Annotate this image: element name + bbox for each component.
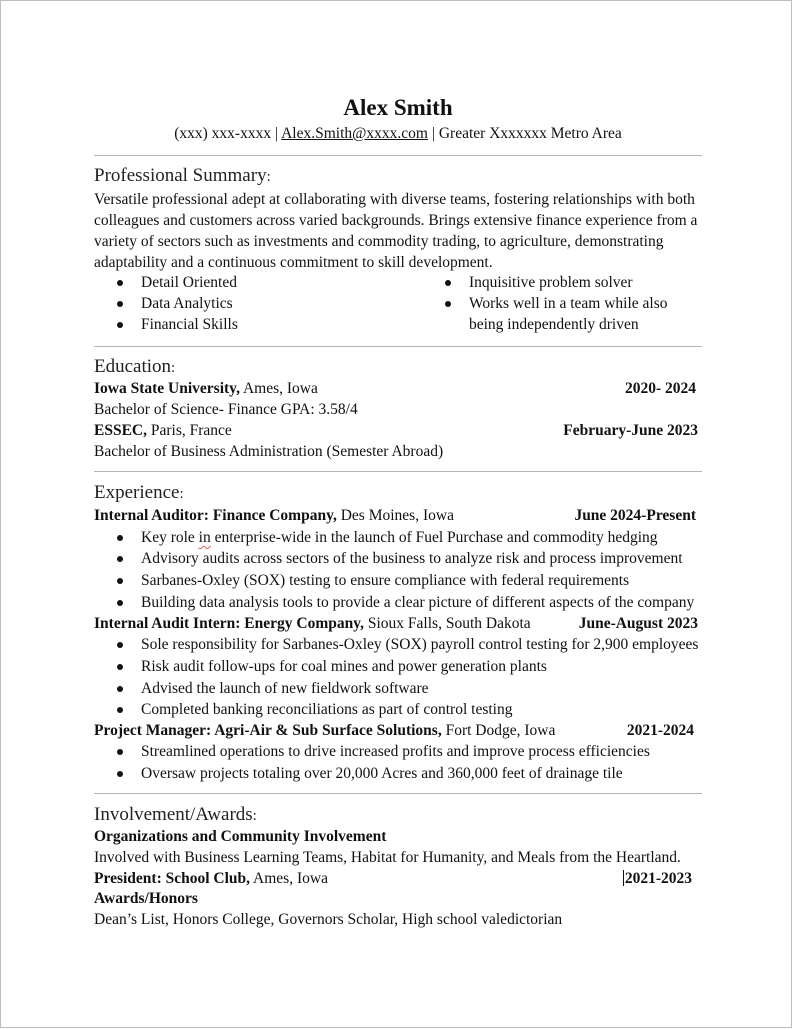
job-date: June 2024-Present — [574, 507, 696, 524]
org-text: Involved with Business Learning Teams, Habitat for Humanity, and Meals from the Heartland. — [94, 849, 681, 866]
bullet-icon — [117, 280, 123, 286]
education-date: February-June 2023 — [563, 422, 698, 439]
skill-item: Works well in a team while also — [469, 293, 667, 314]
section-divider — [94, 346, 702, 347]
job-title: Internal Auditor: Finance Company, Des Moines, Iowa — [94, 507, 454, 524]
phone: (xxx) xxx-xxxx — [174, 125, 272, 142]
bullet-icon — [117, 556, 123, 562]
experience-heading: Experience: — [94, 482, 184, 503]
separator: | — [274, 125, 279, 142]
job-date: 2021-2024 — [626, 722, 694, 739]
education-heading: Education: — [94, 356, 176, 377]
job-bullet: Building data analysis tools to provide a clear picture of different aspects of the company — [141, 592, 694, 613]
text-cursor — [623, 870, 624, 886]
awards-heading: Awards/Honors — [94, 890, 198, 907]
involvement-heading: Involvement/Awards: — [94, 804, 257, 825]
education-degree: Bachelor of Business Administration (Semester Abroad) — [94, 443, 444, 460]
location: Greater Xxxxxxx Metro Area — [438, 125, 622, 142]
org-heading: Organizations and Community Involvement — [94, 828, 387, 845]
bullet-icon — [117, 686, 123, 692]
bullet-icon — [445, 280, 451, 286]
job-bullet: Advisory audits across sectors of the business to analyze risk and process improvement — [141, 548, 683, 569]
section-divider — [94, 793, 702, 794]
education-degree: Bachelor of Science- Finance GPA: 3.58/4 — [94, 401, 358, 418]
bullet-icon — [117, 322, 123, 328]
job-bullet: Advised the launch of new fieldwork software — [141, 678, 429, 699]
job-bullet: Sarbanes-Oxley (SOX) testing to ensure compliance with federal requirements — [141, 570, 629, 591]
contact-line — [1, 125, 794, 143]
section-divider — [94, 471, 702, 472]
education-date: 2020- 2024 — [624, 380, 696, 397]
spellcheck-flag: in — [198, 529, 211, 546]
separator: | — [431, 125, 435, 142]
club-title: President: School Club, Ames, Iowa — [94, 870, 328, 887]
skill-item-continued: being independently driven — [469, 316, 639, 333]
bullet-icon — [117, 301, 123, 307]
job-bullet: Key role in enterprise-wide in the launch of Fuel Purchase and commodity hedging — [141, 527, 658, 548]
bullet-icon — [445, 301, 451, 307]
bullet-icon — [117, 578, 123, 584]
bullet-icon — [117, 600, 123, 606]
summary-heading: Professional Summary: — [94, 165, 271, 186]
job-title: Project Manager: Agri-Air & Sub Surface Solutions, Fort Dodge, Iowa — [94, 722, 556, 739]
section-divider — [94, 155, 702, 156]
job-bullet: Completed banking reconciliations as part of control testing — [141, 699, 512, 720]
job-date: June-August 2023 — [578, 615, 698, 632]
bullet-icon — [117, 771, 123, 777]
skill-item: Financial Skills — [141, 314, 238, 335]
email-link[interactable]: Alex.Smith@xxxx.com — [281, 125, 428, 142]
bullet-icon — [117, 535, 123, 541]
skill-item: Detail Oriented — [141, 272, 237, 293]
bullet-icon — [117, 707, 123, 713]
skill-item: Data Analytics — [141, 293, 233, 314]
job-bullet: Oversaw projects totaling over 20,000 Acres and 360,000 feet of drainage tile — [141, 763, 623, 784]
bullet-icon — [117, 749, 123, 755]
skill-item: Inquisitive problem solver — [469, 272, 633, 293]
education-school: ESSEC, Paris, France — [94, 422, 232, 439]
job-title: Internal Audit Intern: Energy Company, Sioux Falls, South Dakota — [94, 615, 531, 632]
job-bullet: Streamlined operations to drive increased profits and improve process efficiencies — [141, 741, 650, 762]
summary-paragraph: Versatile professional adept at collaborating with diverse teams, fostering relationships with both colleagues and customers across varied backgrounds. Brings extensive finance experience from a variety of sectors such as investments and commodity trading, to agriculture, demonstrating adaptability and a continuous commitment to skill development. — [94, 191, 698, 271]
job-bullet: Risk audit follow-ups for coal mines and power generation plants — [141, 656, 547, 677]
job-bullet: Sole responsibility for Sarbanes-Oxley (SOX) payroll control testing for 2,900 employees — [141, 634, 698, 655]
bullet-icon — [117, 664, 123, 670]
bullet-icon — [117, 642, 123, 648]
candidate-name: Alex Smith — [343, 95, 453, 120]
club-date[interactable]: 2021-2023 — [624, 870, 692, 887]
awards-text: Dean’s List, Honors College, Governors Scholar, High school valedictorian — [94, 911, 563, 928]
education-school: Iowa State University, Ames, Iowa — [94, 380, 318, 397]
